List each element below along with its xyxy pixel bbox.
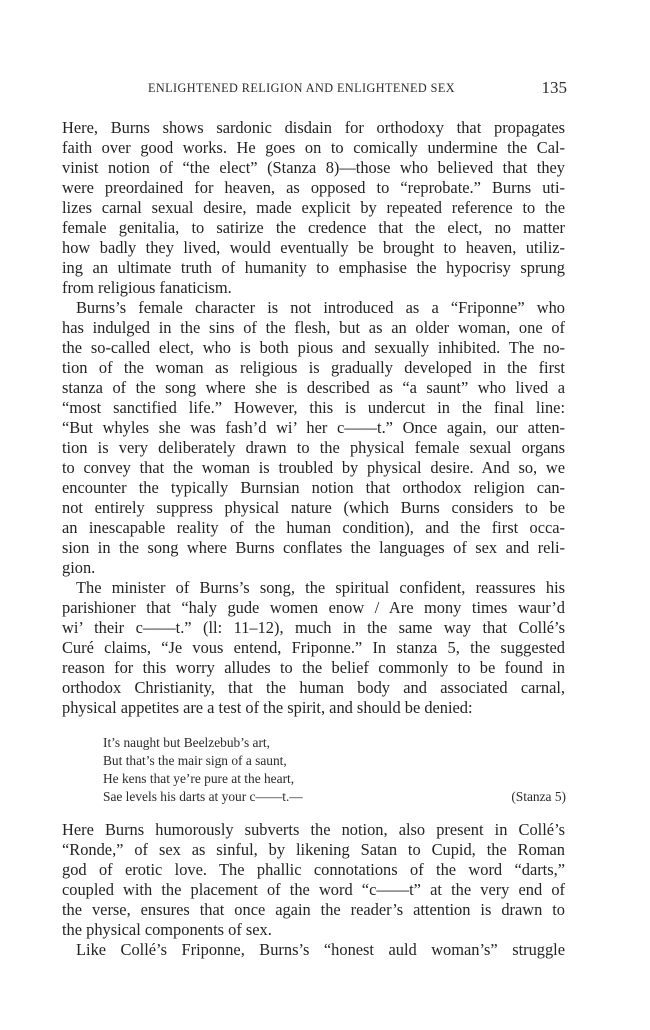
text-line: tion is very deliberately drawn to the physical female sexual organs [62,438,565,457]
text-line: coupled with the placement of the word “c——t” at the very end of [62,880,565,899]
text-line: “But whyles she was fash’d wi’ her c——t.” Once again, our atten- [62,418,565,437]
text-line: encounter the typically Burnsian notion that orthodox religion can- [62,478,565,497]
text-line: “most sanctified life.” However, this is undercut in the final line: [62,398,565,417]
verse-line: He kens that ye’re pure at the heart, [103,771,295,786]
text-line: to convey that the woman is troubled by physical desire. And so, we [62,458,565,477]
text-line: Curé claims, “Je vous entend, Friponne.” In stanza 5, the suggested [62,638,565,657]
text-line: god of erotic love. The phallic connotations of the word “darts,” [62,860,565,879]
running-header [62,78,567,100]
text-line: the verse, ensures that once again the reader’s attention is drawn to [62,900,565,919]
verse-citation: (Stanza 5) [511,789,566,804]
page-number: 135 [541,78,567,97]
verse-line: But that’s the mair sign of a saunt, [103,753,287,768]
text-line: physical appetites are a test of the spirit, and should be denied: [62,698,473,717]
text-line: sion in the song where Burns conflates the languages of sex and reli- [62,538,565,557]
text-line: lizes carnal sexual desire, made explicit by repeated reference to the [62,198,565,217]
text-line: Here Burns humorously subverts the notion, also present in Collé’s [62,820,565,839]
verse-line: It’s naught but Beelzebub’s art, [103,735,270,750]
text-line: parishioner that “haly gude women enow / Are mony times waur’d [62,598,565,617]
text-line: stanza of the song where she is described as “a saunt” who lived a [62,378,565,397]
text-line: vinist notion of “the elect” (Stanza 8)—those who believed that they [62,158,565,177]
text-line: how badly they lived, would eventually be brought to heaven, utiliz- [62,238,565,257]
text-line: were preordained for heaven, as opposed to “reprobate.” Burns uti- [62,178,565,197]
text-line: The minister of Burns’s song, the spiritual confident, reassures his [76,578,565,597]
text-line: faith over good works. He goes on to comically undermine the Cal- [62,138,565,157]
text-line: reason for this worry alludes to the belief commonly to be found in [62,658,565,677]
text-line: ing an ultimate truth of humanity to emphasise the hypocrisy sprung [62,258,565,277]
running-title: ENLIGHTENED RELIGION AND ENLIGHTENED SEX [148,81,456,95]
text-line: not entirely suppress physical nature (which Burns considers to be [62,498,565,517]
text-line: the so-called elect, who is both pious and sexually inhibited. The no- [62,338,565,357]
text-line: “Ronde,” of sex as sinful, by likening Satan to Cupid, the Roman [62,840,565,859]
text-line: from religious fanaticism. [62,278,232,297]
verse-line: Sae levels his darts at your c——t.— [103,789,303,804]
text-line: orthodox Christianity, that the human body and associated carnal, [62,678,565,697]
text-line: Like Collé’s Friponne, Burns’s “honest auld woman’s” struggle [76,940,565,959]
text-line: gion. [62,558,96,577]
text-line: an inescapable reality of the human condition), and the first occa- [62,518,565,537]
text-line: the physical components of sex. [62,920,272,939]
text-line: tion of the woman as religious is gradually developed in the first [62,358,565,377]
text-line: has indulged in the sins of the flesh, but as an older woman, one of [62,318,565,337]
text-line: wi’ their c——t.” (ll: 11–12), much in the same way that Collé’s [62,618,565,637]
text-line: Burns’s female character is not introduced as a “Friponne” who [76,298,565,317]
text-line: female genitalia, to satirize the credence that the elect, no matter [62,218,565,237]
text-line: Here, Burns shows sardonic disdain for orthodoxy that propagates [62,118,565,137]
